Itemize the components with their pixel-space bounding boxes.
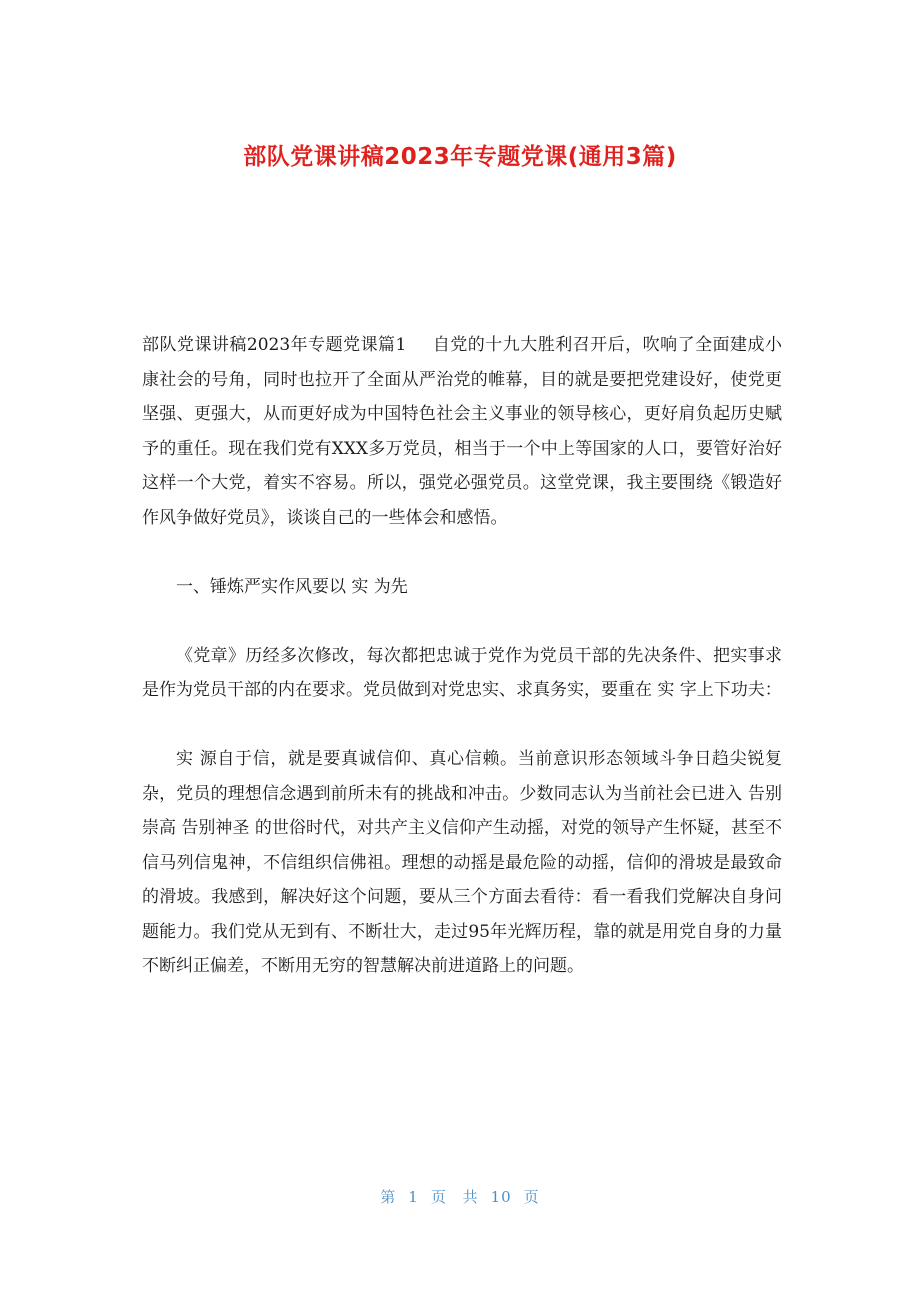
document-title: 部队党课讲稿2023年专题党课(通用3篇) bbox=[243, 144, 677, 170]
intro-paragraph bbox=[142, 328, 782, 535]
paragraph-spacer bbox=[142, 604, 782, 639]
paragraph-spacer bbox=[142, 535, 782, 570]
footer-label-page: 第 bbox=[380, 1188, 397, 1206]
intro-rest: 自党的十九大胜利召开后，吹响了全面建成小康社会的号角，同时也拉开了全面从严治党的帷幕，目的就是要把党建设好，使党更坚强、更强大，从而更好成为中国特色社会主义事业的领导核心，更好肩负起历史赋予的重任。现在我们党有XXX多万党员，相当于一个中上等国家的人口，要管好治好这样一个大党，着实不容易。所以，强党必强党员。这堂党课，我主要围绕《锻造好作风争做好党员》，谈谈自己的一些体会和感悟。 bbox=[142, 335, 782, 528]
document-body bbox=[142, 328, 782, 984]
footer-current-page: 1 bbox=[408, 1188, 419, 1206]
intro-lead: 部队党课讲稿2023年专题党课篇1 bbox=[142, 335, 407, 355]
page-footer bbox=[0, 1186, 920, 1207]
section-heading: 一、锤炼严实作风要以 实 为先 bbox=[176, 576, 408, 597]
body-paragraph-3: 实 源自于信，就是要真诚信仰、真心信赖。当前意识形态领域斗争日趋尖锐复杂，党员的理想信念遇到前所未有的挑战和冲击。少数同志认为当前社会已进入 告别崇高 告别神圣 的世俗时代，对共产主义信仰产生动摇，对党的领导产生怀疑，甚至不信马列信鬼神，不信组织信佛祖。理想的动摇是最危险的动摇，信仰的滑坡是最致命的滑坡。我感到，解决好这个问题，要从三个方面去看待：看一看我们党解决自身问题能力。我们党从无到有、不断壮大，走过95年光辉历程，靠的就是用党自身的力量不断纠正偏差，不断用无穷的智慧解决前进道路上的问题。 bbox=[142, 749, 782, 976]
body-paragraph-2: 《党章》历经多次修改，每次都把忠诚于党作为党员干部的先决条件、把实事求是作为党员干部的内在要求。党员做到对党忠实、求真务实，要重在 实 字上下功夫： bbox=[142, 645, 782, 700]
footer-label-of: 页 共 bbox=[430, 1188, 479, 1206]
footer-total-pages: 10 bbox=[490, 1188, 512, 1206]
paragraph-spacer bbox=[142, 708, 782, 743]
footer-label-end: 页 bbox=[523, 1188, 540, 1206]
